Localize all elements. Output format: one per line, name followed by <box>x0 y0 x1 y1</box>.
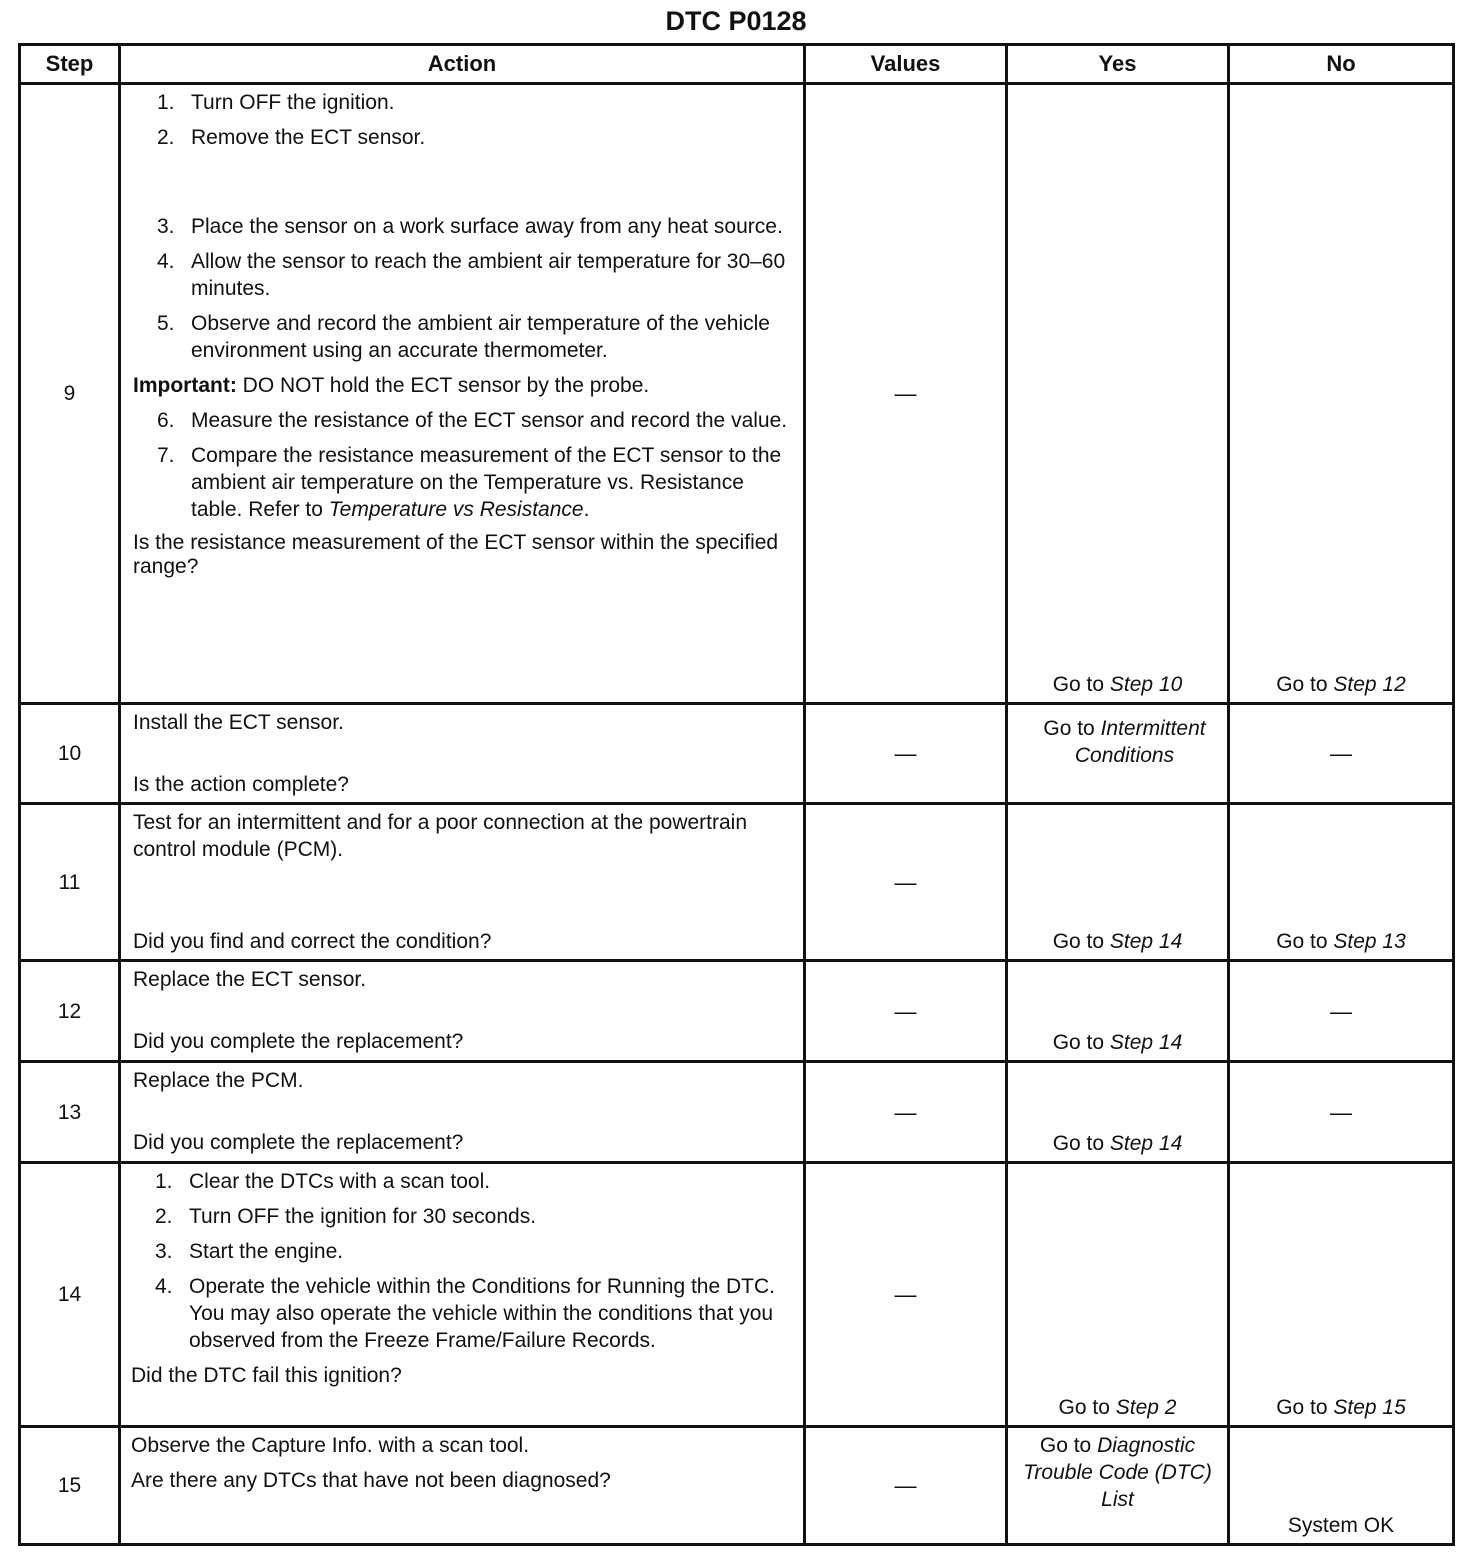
list-item: 1. Clear the DTCs with a scan tool. <box>155 1170 491 1193</box>
no-cell: Go to Step 15 <box>1229 1163 1454 1427</box>
no-cell: Go to Step 13 <box>1229 804 1454 961</box>
yes-link[interactable]: Step 10 <box>1109 673 1183 696</box>
list-item: 4. Allow the sensor to reach the ambient air temperature for 30–60 minutes. <box>157 250 786 300</box>
question-text: Did you find and correct the condition? <box>133 930 492 953</box>
system-ok-text: System OK <box>1287 1514 1395 1537</box>
yes-link[interactable]: Intermittent Conditions <box>1074 717 1206 767</box>
step-number: 13 <box>20 1062 120 1163</box>
table-row <box>20 1062 1454 1163</box>
header-step: Step <box>20 45 120 84</box>
yes-cell: Go to Step 10 <box>1007 84 1229 704</box>
yes-cell: Go to Step 14 <box>1007 961 1229 1062</box>
action-list <box>133 407 793 523</box>
no-cell <box>1229 1427 1454 1545</box>
yes-cell: Go to Step 14 <box>1007 804 1229 961</box>
yes-cell: Go to Step 14 <box>1007 1062 1229 1163</box>
header-action: Action <box>120 45 805 84</box>
step-number: 15 <box>20 1427 120 1545</box>
list-item: 7. Compare the resistance measurement of the ECT sensor to the ambient air temperature on the Temperature vs. Resistance table. Refer to Temperature vs Resistance. <box>157 444 782 521</box>
values-cell: — <box>805 704 1007 804</box>
action-cell: Replace the PCM. Did you complete the replacement? <box>120 1062 805 1163</box>
action-cell: Replace the ECT sensor. Did you complete the replacement? <box>120 961 805 1062</box>
header-yes: Yes <box>1007 45 1229 84</box>
yes-cell: Go to Intermittent Conditions <box>1007 704 1229 804</box>
question-text: Is the resistance measurement of the ECT sensor within the specified range? <box>133 531 779 578</box>
yes-link[interactable]: Step 2 <box>1115 1396 1177 1419</box>
yes-link[interactable]: Step 14 <box>1109 1031 1183 1054</box>
values-cell: — <box>805 1062 1007 1163</box>
no-link[interactable]: Step 12 <box>1333 673 1406 696</box>
step-number: 9 <box>20 84 120 704</box>
page-title: DTC P0128 <box>665 6 807 36</box>
values-cell: — <box>805 84 1007 704</box>
no-cell: — <box>1229 961 1454 1062</box>
question-text: Are there any DTCs that have not been diagnosed? <box>131 1469 611 1492</box>
question-text: Did you complete the replacement? <box>133 1030 464 1053</box>
values-cell: — <box>805 1163 1007 1427</box>
no-cell: Go to Step 12 <box>1229 84 1454 704</box>
yes-link[interactable]: Diagnostic Trouble Code (DTC) List <box>1023 1434 1212 1511</box>
important-note: Important: DO NOT hold the ECT sensor by the probe. <box>133 374 650 397</box>
list-item: 2. Turn OFF the ignition for 30 seconds. <box>155 1205 537 1228</box>
action-cell: Observe the Capture Info. with a scan tool. Are there any DTCs that have not been diagnosed? <box>120 1427 805 1545</box>
table-row <box>20 704 1454 804</box>
yes-link[interactable]: Step 14 <box>1109 930 1183 953</box>
action-cell <box>120 1163 805 1427</box>
action-cell: Install the ECT sensor. Is the action complete? <box>120 704 805 804</box>
step-number: 10 <box>20 704 120 804</box>
table-row <box>20 961 1454 1062</box>
yes-cell: Go to Step 2 <box>1007 1163 1229 1427</box>
values-cell: — <box>805 1427 1007 1545</box>
header-values: Values <box>805 45 1007 84</box>
list-item: 3. Place the sensor on a work surface away from any heat source. <box>157 215 783 238</box>
list-item: 3. Start the engine. <box>155 1240 344 1263</box>
step-number: 12 <box>20 961 120 1062</box>
action-list <box>133 89 793 364</box>
no-cell: — <box>1229 1062 1454 1163</box>
list-item: 2. Remove the ECT sensor. <box>157 126 426 149</box>
diagnostic-table <box>18 43 1455 1546</box>
table-row <box>20 804 1454 961</box>
list-item: 5. Observe and record the ambient air temperature of the vehicle environment using an accurate thermometer. <box>157 312 770 362</box>
reference-link[interactable]: Temperature vs Resistance <box>328 498 584 521</box>
action-cell <box>120 84 805 704</box>
values-cell: — <box>805 961 1007 1062</box>
action-list <box>131 1168 793 1354</box>
table-row <box>20 1427 1454 1545</box>
table-row <box>20 84 1454 704</box>
question-text: Did you complete the replacement? <box>133 1131 464 1154</box>
header-no: No <box>1229 45 1454 84</box>
question-text: Is the action complete? <box>133 773 349 796</box>
question-text: Did the DTC fail this ignition? <box>131 1364 402 1387</box>
step-number: 14 <box>20 1163 120 1427</box>
yes-cell: Go to Diagnostic Trouble Code (DTC) List <box>1007 1427 1229 1545</box>
action-cell: Test for an intermittent and for a poor connection at the powertrain control module (PCM). Did you find and correct the condition? <box>120 804 805 961</box>
no-link[interactable]: Step 15 <box>1333 1396 1406 1419</box>
values-cell: — <box>805 804 1007 961</box>
list-item: 1. Turn OFF the ignition. <box>157 91 395 114</box>
list-item: 6. Measure the resistance of the ECT sensor and record the value. <box>157 409 788 432</box>
no-link[interactable]: Step 13 <box>1333 930 1406 953</box>
yes-link[interactable]: Step 14 <box>1109 1132 1183 1155</box>
list-item: 4. Operate the vehicle within the Conditions for Running the DTC. You may also operate the vehicle within the conditions that you observed from the Freeze Frame/Failure Records. <box>155 1275 775 1352</box>
no-cell: — <box>1229 704 1454 804</box>
header-row <box>20 45 1454 84</box>
table-row <box>20 1163 1454 1427</box>
step-number: 11 <box>20 804 120 961</box>
